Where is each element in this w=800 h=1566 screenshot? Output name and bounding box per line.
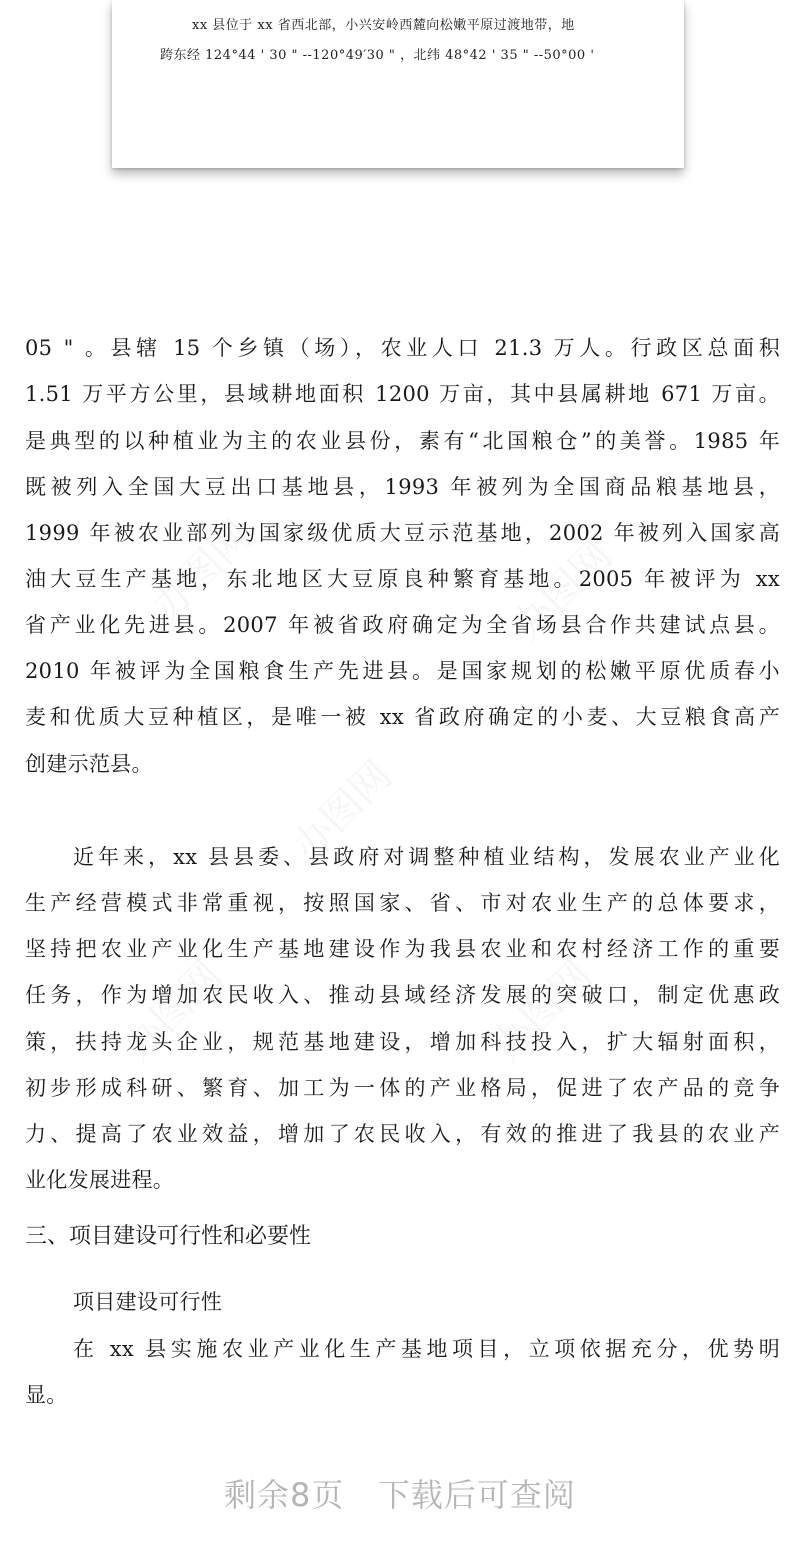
subheading: 项目建设可行性	[73, 1290, 223, 1314]
paragraph-line: 油大豆生产基地，东北地区大豆原良种繁育基地。2005 年被评为 xx	[25, 567, 780, 591]
paragraph-line: 2010 年被评为全国粮食生产先进县。是国家规划的松嫩平原优质春小	[25, 659, 780, 683]
watermark: 办图网	[503, 532, 622, 650]
paragraph-line: 业化发展进程。	[25, 1168, 175, 1192]
watermark: 办图网	[483, 952, 602, 1070]
header-excerpt-card	[112, 0, 684, 168]
paragraph-line: 近年来，xx 县县委、县政府对调整种植业结构，发展农业产业化	[73, 845, 780, 869]
remaining-pages-download-notice[interactable]: 剩余8页 下载后可查阅	[224, 1476, 576, 1514]
paragraph-line: 在 xx 县实施农业产业化生产基地项目，立项依据充分，优势明	[73, 1337, 780, 1361]
paragraph-line: 初步形成科研、繁育、加工为一体的产业格局，促进了农产品的竞争	[25, 1076, 780, 1100]
paragraph-line: 是典型的以种植业为主的农业县份，素有“北国粮仓”的美誉。1985 年	[25, 429, 780, 453]
watermark: 办图网	[283, 752, 402, 870]
paragraph-line: 任务，作为增加农民收入、推动县域经济发展的突破口，制定优惠政	[25, 983, 780, 1007]
paragraph-line: 坚持把农业产业化生产基地建设作为我县农业和农村经济工作的重要	[25, 937, 780, 961]
header-line-2: 跨东经 124°44 ' 30 " --120°49′30 " ，北纬 48°42 ' 35 " --50°00 '	[160, 48, 595, 63]
section-heading: 三、项目建设可行性和必要性	[25, 1224, 312, 1249]
header-line-1: xx 县位于 xx 省西北部，小兴安岭西麓向松嫩平原过渡地带，地	[192, 18, 575, 33]
paragraph-line: 麦和优质大豆种植区，是唯一被 xx 省政府确定的小麦、大豆粮食高产	[25, 705, 780, 729]
paragraph-line: 05 " 。县辖 15 个乡镇（场），农业人口 21.3 万人。行政区总面积	[25, 336, 780, 360]
watermark: 办图网	[113, 952, 232, 1070]
paragraph-line: 生产经营模式非常重视，按照国家、省、市对农业生产的总体要求，	[25, 891, 780, 915]
paragraph-line: 创建示范县。	[25, 752, 153, 776]
paragraph-line: 策，扶持龙头企业，规范基地建设，增加科技投入，扩大辐射面积，	[25, 1030, 780, 1054]
paragraph-line: 1.51 万平方公里，县域耕地面积 1200 万亩，其中县属耕地 671 万亩。	[25, 382, 780, 406]
paragraph-line: 省产业化先进县。2007 年被省政府确定为全省场县合作共建试点县。	[25, 613, 780, 637]
watermark: 办图网	[143, 512, 262, 630]
paragraph-line: 既被列入全国大豆出口基地县，1993 年被列为全国商品粮基地县，	[25, 475, 780, 499]
paragraph-line: 1999 年被农业部列为国家级优质大豆示范基地，2002 年被列入国家高	[25, 521, 780, 545]
paragraph-line: 力、提高了农业效益，增加了农民收入，有效的推进了我县的农业产	[25, 1122, 780, 1146]
paragraph-line: 显。	[25, 1383, 68, 1407]
